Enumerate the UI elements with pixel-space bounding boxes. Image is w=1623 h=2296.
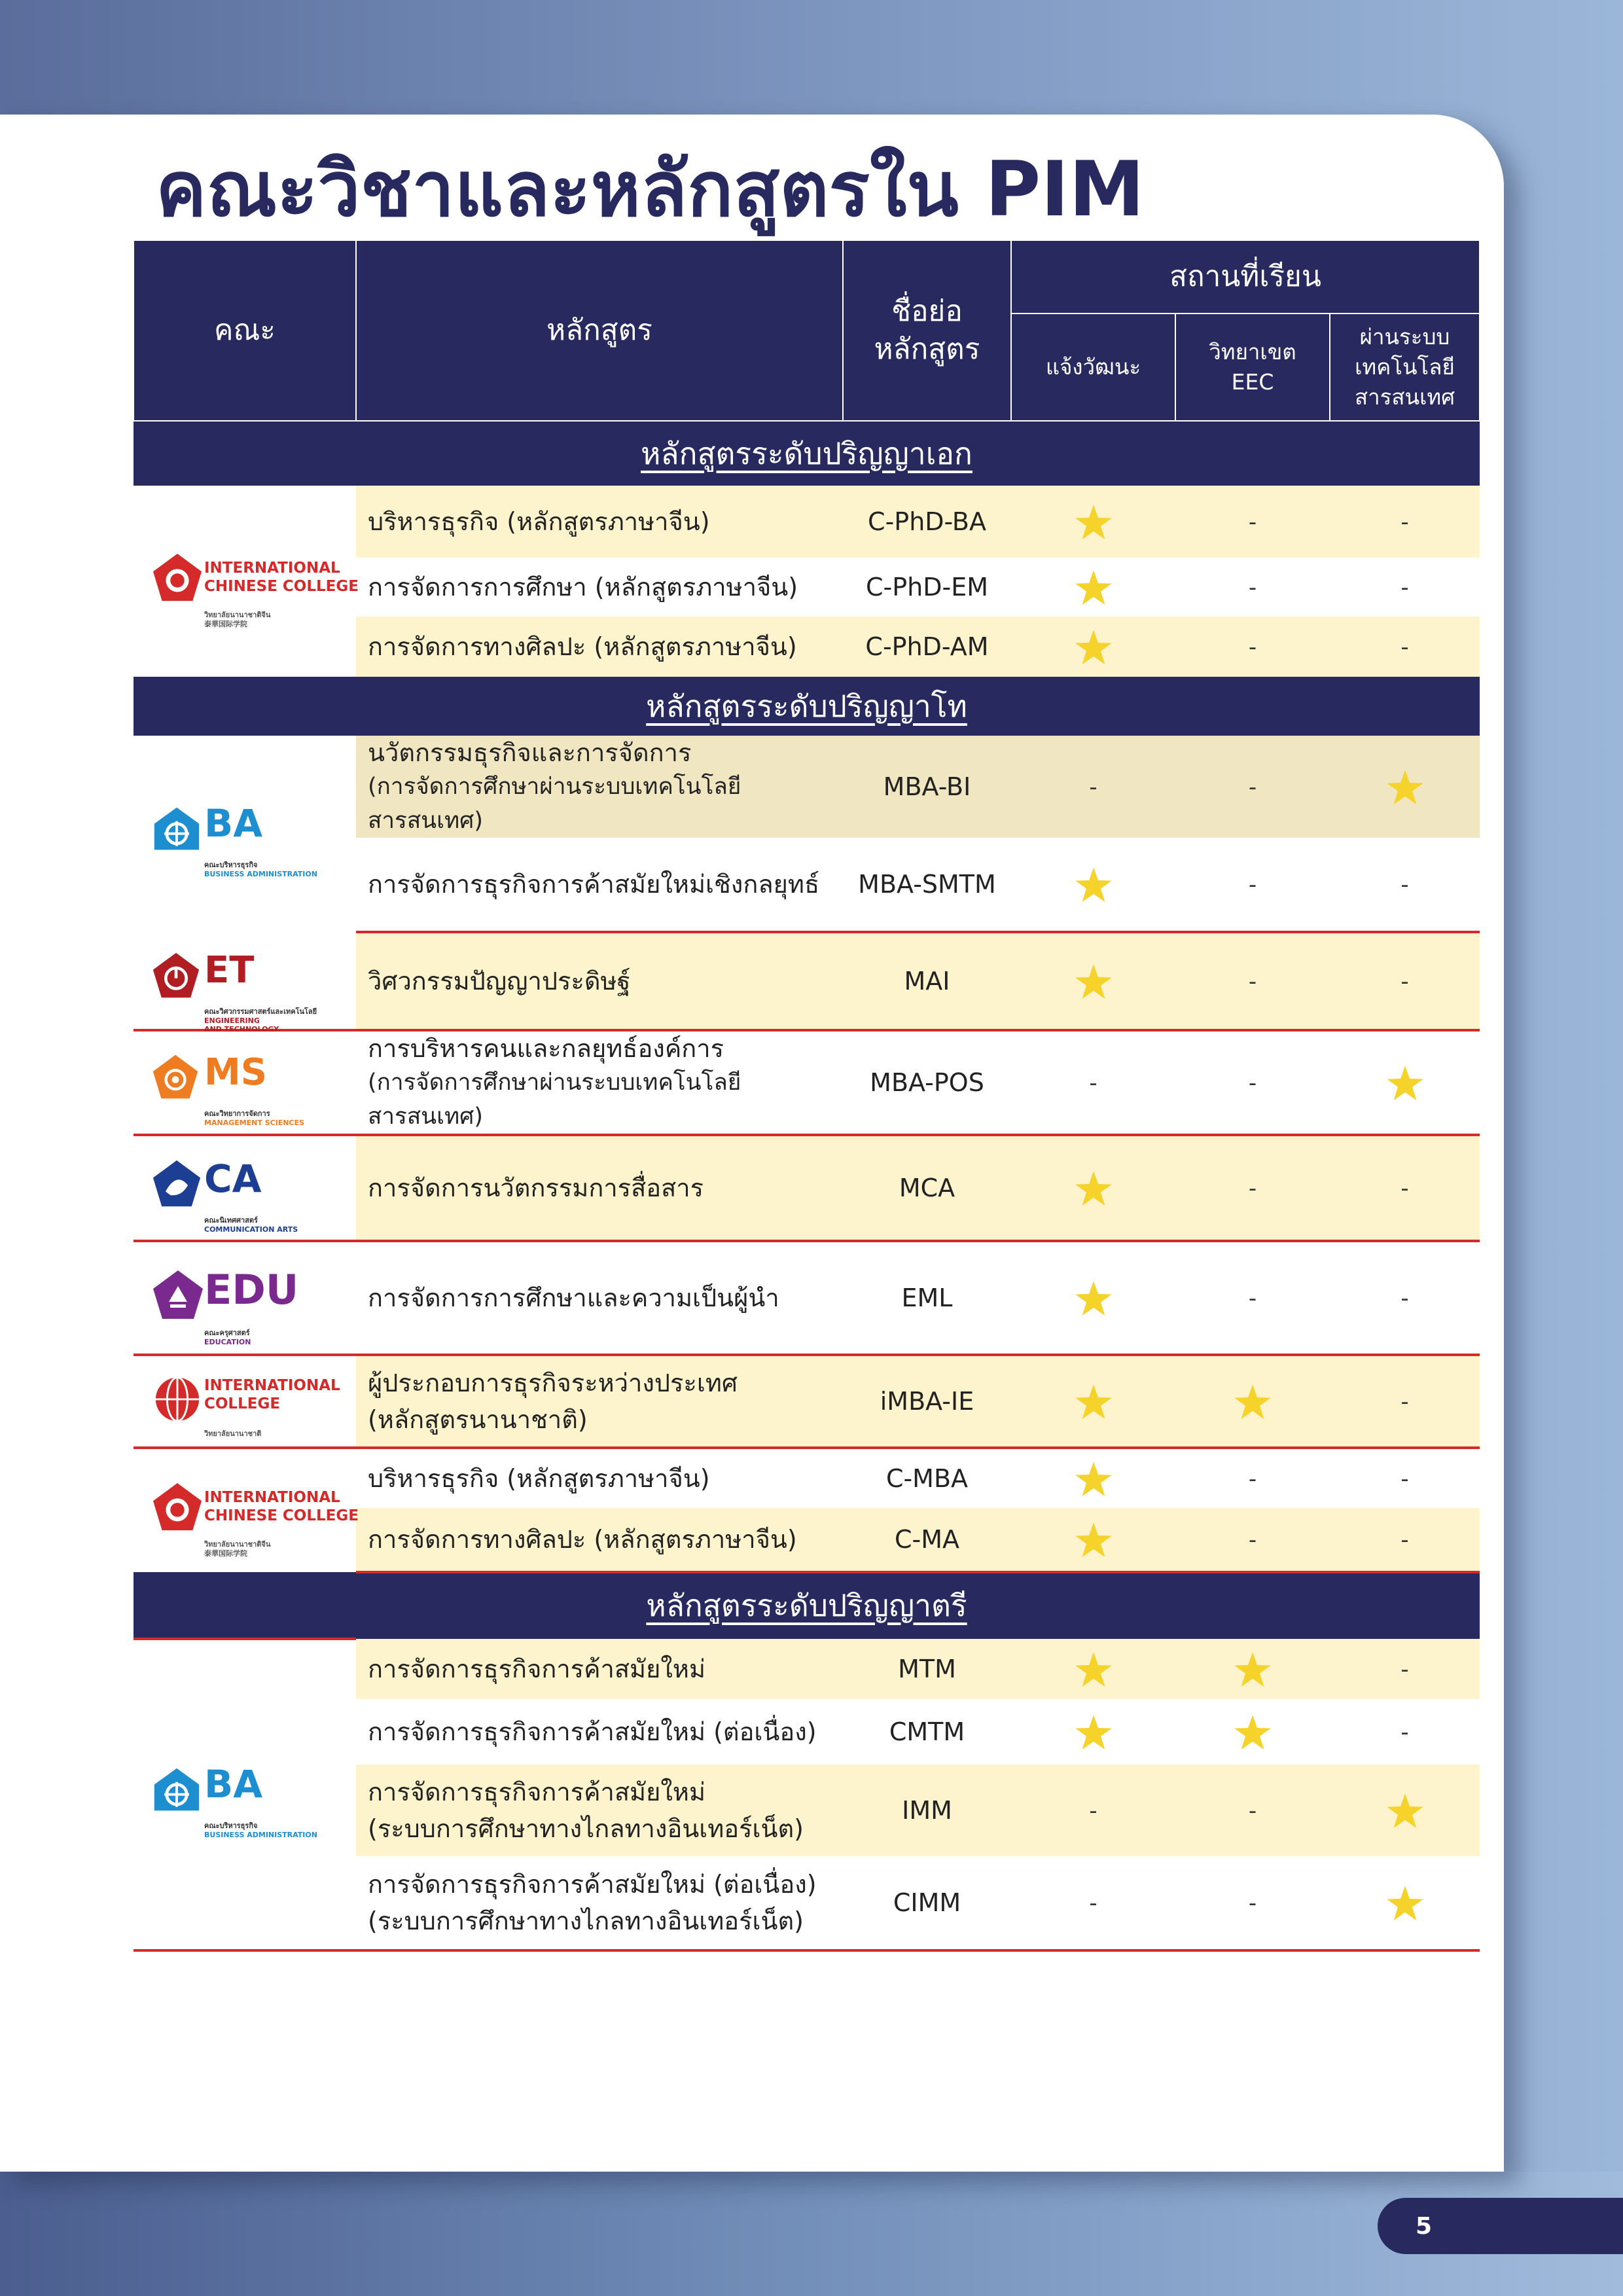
table-row: การจัดการทางศิลปะ (หลักสูตรภาษาจีน) C-MA - - bbox=[134, 1508, 1480, 1572]
table-row: CA คณะนิเทศศาสตร์ COMMUNICATION ARTS การจัดการนวัตกรรมการสื่อสาร MCA - - bbox=[134, 1135, 1480, 1241]
edu-emblem-icon bbox=[152, 1269, 204, 1321]
table-row: INTERNATIONAL CHINESE COLLEGE วิทยาลัยนานาชาติจีน 泰華国际学院 บริหารธุรกิจ (หลักสูตรภาษาจีน) C-MBA - - bbox=[134, 1448, 1480, 1508]
table-row: การจัดการธุรกิจการค้าสมัยใหม่ (ต่อเนื่อง) (ระบบการศึกษาทางไกลทางอินเทอร์เน็ต) CIMM - - bbox=[134, 1856, 1480, 1950]
courses-table bbox=[133, 240, 1480, 1952]
logo-icc-2: INTERNATIONAL CHINESE COLLEGE วิทยาลัยนานาชาติจีน 泰華国际学院 bbox=[134, 1448, 356, 1572]
section-master: หลักสูตรระดับปริญญาโท bbox=[134, 677, 1480, 736]
table-row: BA คณะบริหารธุรกิจ BUSINESS ADMINISTRATION นวัตกรรมธุรกิจและการจัดการ (การจัดการศึกษาผ่านระบบเทคโนโลยีสารสนเทศ) MBA-BI - - bbox=[134, 736, 1480, 838]
table-row: การจัดการธุรกิจการค้าสมัยใหม่ (ต่อเนื่อง) CMTM - bbox=[134, 1699, 1480, 1765]
icc-emblem-icon bbox=[152, 1482, 203, 1533]
logo-ca: CA คณะนิเทศศาสตร์ COMMUNICATION ARTS bbox=[134, 1135, 356, 1241]
page-number: 5 bbox=[1378, 2198, 1623, 2254]
section-doctoral: หลักสูตรระดับปริญญาเอก bbox=[134, 421, 1480, 486]
star-icon bbox=[1386, 1793, 1424, 1829]
logo-edu: EDU คณะครุศาสตร์ EDUCATION bbox=[134, 1241, 356, 1355]
table-row: การจัดการทางศิลปะ (หลักสูตรภาษาจีน) C-PhD-AM - - bbox=[134, 617, 1480, 677]
logo-et: ET คณะวิศวกรรมศาสตร์และเทคโนโลยี ENGINEERING AND TECHNOLOGY bbox=[134, 932, 356, 1030]
table-row: EDU คณะครุศาสตร์ EDUCATION การจัดการการศึกษาและความเป็นผู้นำ EML - - bbox=[134, 1241, 1480, 1355]
table-row: การจัดการธุรกิจการค้าสมัยใหม่เชิงกลยุทธ์ MBA-SMTM - - bbox=[134, 838, 1480, 932]
table-row: การจัดการการศึกษา (หลักสูตรภาษาจีน) C-PhD-EM - - bbox=[134, 558, 1480, 617]
ba-emblem-icon bbox=[152, 1766, 202, 1816]
star-icon bbox=[1075, 1651, 1113, 1688]
table-row: MS คณะวิทยาการจัดการ MANAGEMENT SCIENCES การบริหารคนและกลยุทธ์องค์การ (การจัดการศึกษาผ่านระบบเทคโนโลยีสารสนเทศ) MBA-POS - - bbox=[134, 1030, 1480, 1135]
table-row: INTERNATIONAL COLLEGE วิทยาลัยนานาชาติ ผู้ประกอบการธุรกิจระหว่างประเทศ (หลักสูตรนานาชาติ) iMBA-IE - bbox=[134, 1355, 1480, 1448]
logo-ba: BA คณะบริหารธุรกิจ BUSINESS ADMINISTRATION bbox=[134, 736, 356, 932]
table-row: การจัดการธุรกิจการค้าสมัยใหม่ (ระบบการศึกษาทางไกลทางอินเทอร์เน็ต) IMM - - bbox=[134, 1765, 1480, 1856]
ic-emblem-icon bbox=[152, 1372, 203, 1424]
star-icon bbox=[1075, 1384, 1113, 1420]
star-icon bbox=[1075, 867, 1113, 903]
logo-ic: INTERNATIONAL COLLEGE วิทยาลัยนานาชาติ bbox=[134, 1355, 356, 1448]
table-row: BA คณะบริหารธุรกิจ BUSINESS ADMINISTRATION การจัดการธุรกิจการค้าสมัยใหม่ MTM - bbox=[134, 1639, 1480, 1699]
star-icon bbox=[1234, 1714, 1272, 1751]
header-program: หลักสูตร bbox=[356, 240, 843, 421]
logo-ba-2: BA คณะบริหารธุรกิจ BUSINESS ADMINISTRATION bbox=[134, 1639, 356, 1950]
ba-emblem-icon bbox=[152, 805, 202, 855]
header-faculty: คณะ bbox=[134, 240, 356, 421]
star-icon bbox=[1075, 504, 1113, 541]
logo-ms: MS คณะวิทยาการจัดการ MANAGEMENT SCIENCES bbox=[134, 1030, 356, 1135]
star-icon bbox=[1234, 1651, 1272, 1688]
star-icon bbox=[1075, 1170, 1113, 1207]
star-icon bbox=[1234, 1384, 1272, 1420]
ca-emblem-icon bbox=[152, 1159, 202, 1209]
table-row: INTERNATIONAL CHINESE COLLEGE วิทยาลัยนานาชาติจีน 泰華国际学院 บริหารธุรกิจ (หลักสูตรภาษาจีน) C-PhD-BA - - bbox=[134, 486, 1480, 558]
header-location: สถานที่เรียน bbox=[1011, 240, 1480, 314]
star-icon bbox=[1075, 1522, 1113, 1558]
star-icon bbox=[1386, 769, 1424, 806]
star-icon bbox=[1075, 569, 1113, 606]
et-emblem-icon bbox=[152, 952, 200, 1000]
star-icon bbox=[1075, 629, 1113, 666]
star-icon bbox=[1386, 1885, 1424, 1922]
ms-emblem-icon bbox=[152, 1054, 199, 1101]
star-icon bbox=[1386, 1065, 1424, 1102]
star-icon bbox=[1075, 963, 1113, 1000]
star-icon bbox=[1075, 1461, 1113, 1498]
icc-emblem-icon bbox=[152, 552, 203, 603]
table-row: ET คณะวิศวกรรมศาสตร์และเทคโนโลยี ENGINEERING AND TECHNOLOGY วิศวกรรมปัญญาประดิษฐ์ MAI - - bbox=[134, 932, 1480, 1030]
header-abbr: ชื่อย่อ หลักสูตร bbox=[843, 240, 1011, 421]
page-title: คณะวิชาและหลักสูตรใน PIM bbox=[156, 145, 1145, 234]
star-icon bbox=[1075, 1714, 1113, 1751]
logo-icc: INTERNATIONAL CHINESE COLLEGE วิทยาลัยนานาชาติจีน 泰華国际学院 bbox=[134, 486, 356, 677]
header-loc-eec: วิทยาเขต EEC bbox=[1175, 314, 1330, 421]
header-loc-online: ผ่านระบบ เทคโนโลยี สารสนเทศ bbox=[1330, 314, 1480, 421]
star-icon bbox=[1075, 1280, 1113, 1317]
header-loc-chaengwattana: แจ้งวัฒนะ bbox=[1011, 314, 1175, 421]
section-bachelor: หลักสูตรระดับปริญญาตรี bbox=[134, 1572, 1480, 1639]
